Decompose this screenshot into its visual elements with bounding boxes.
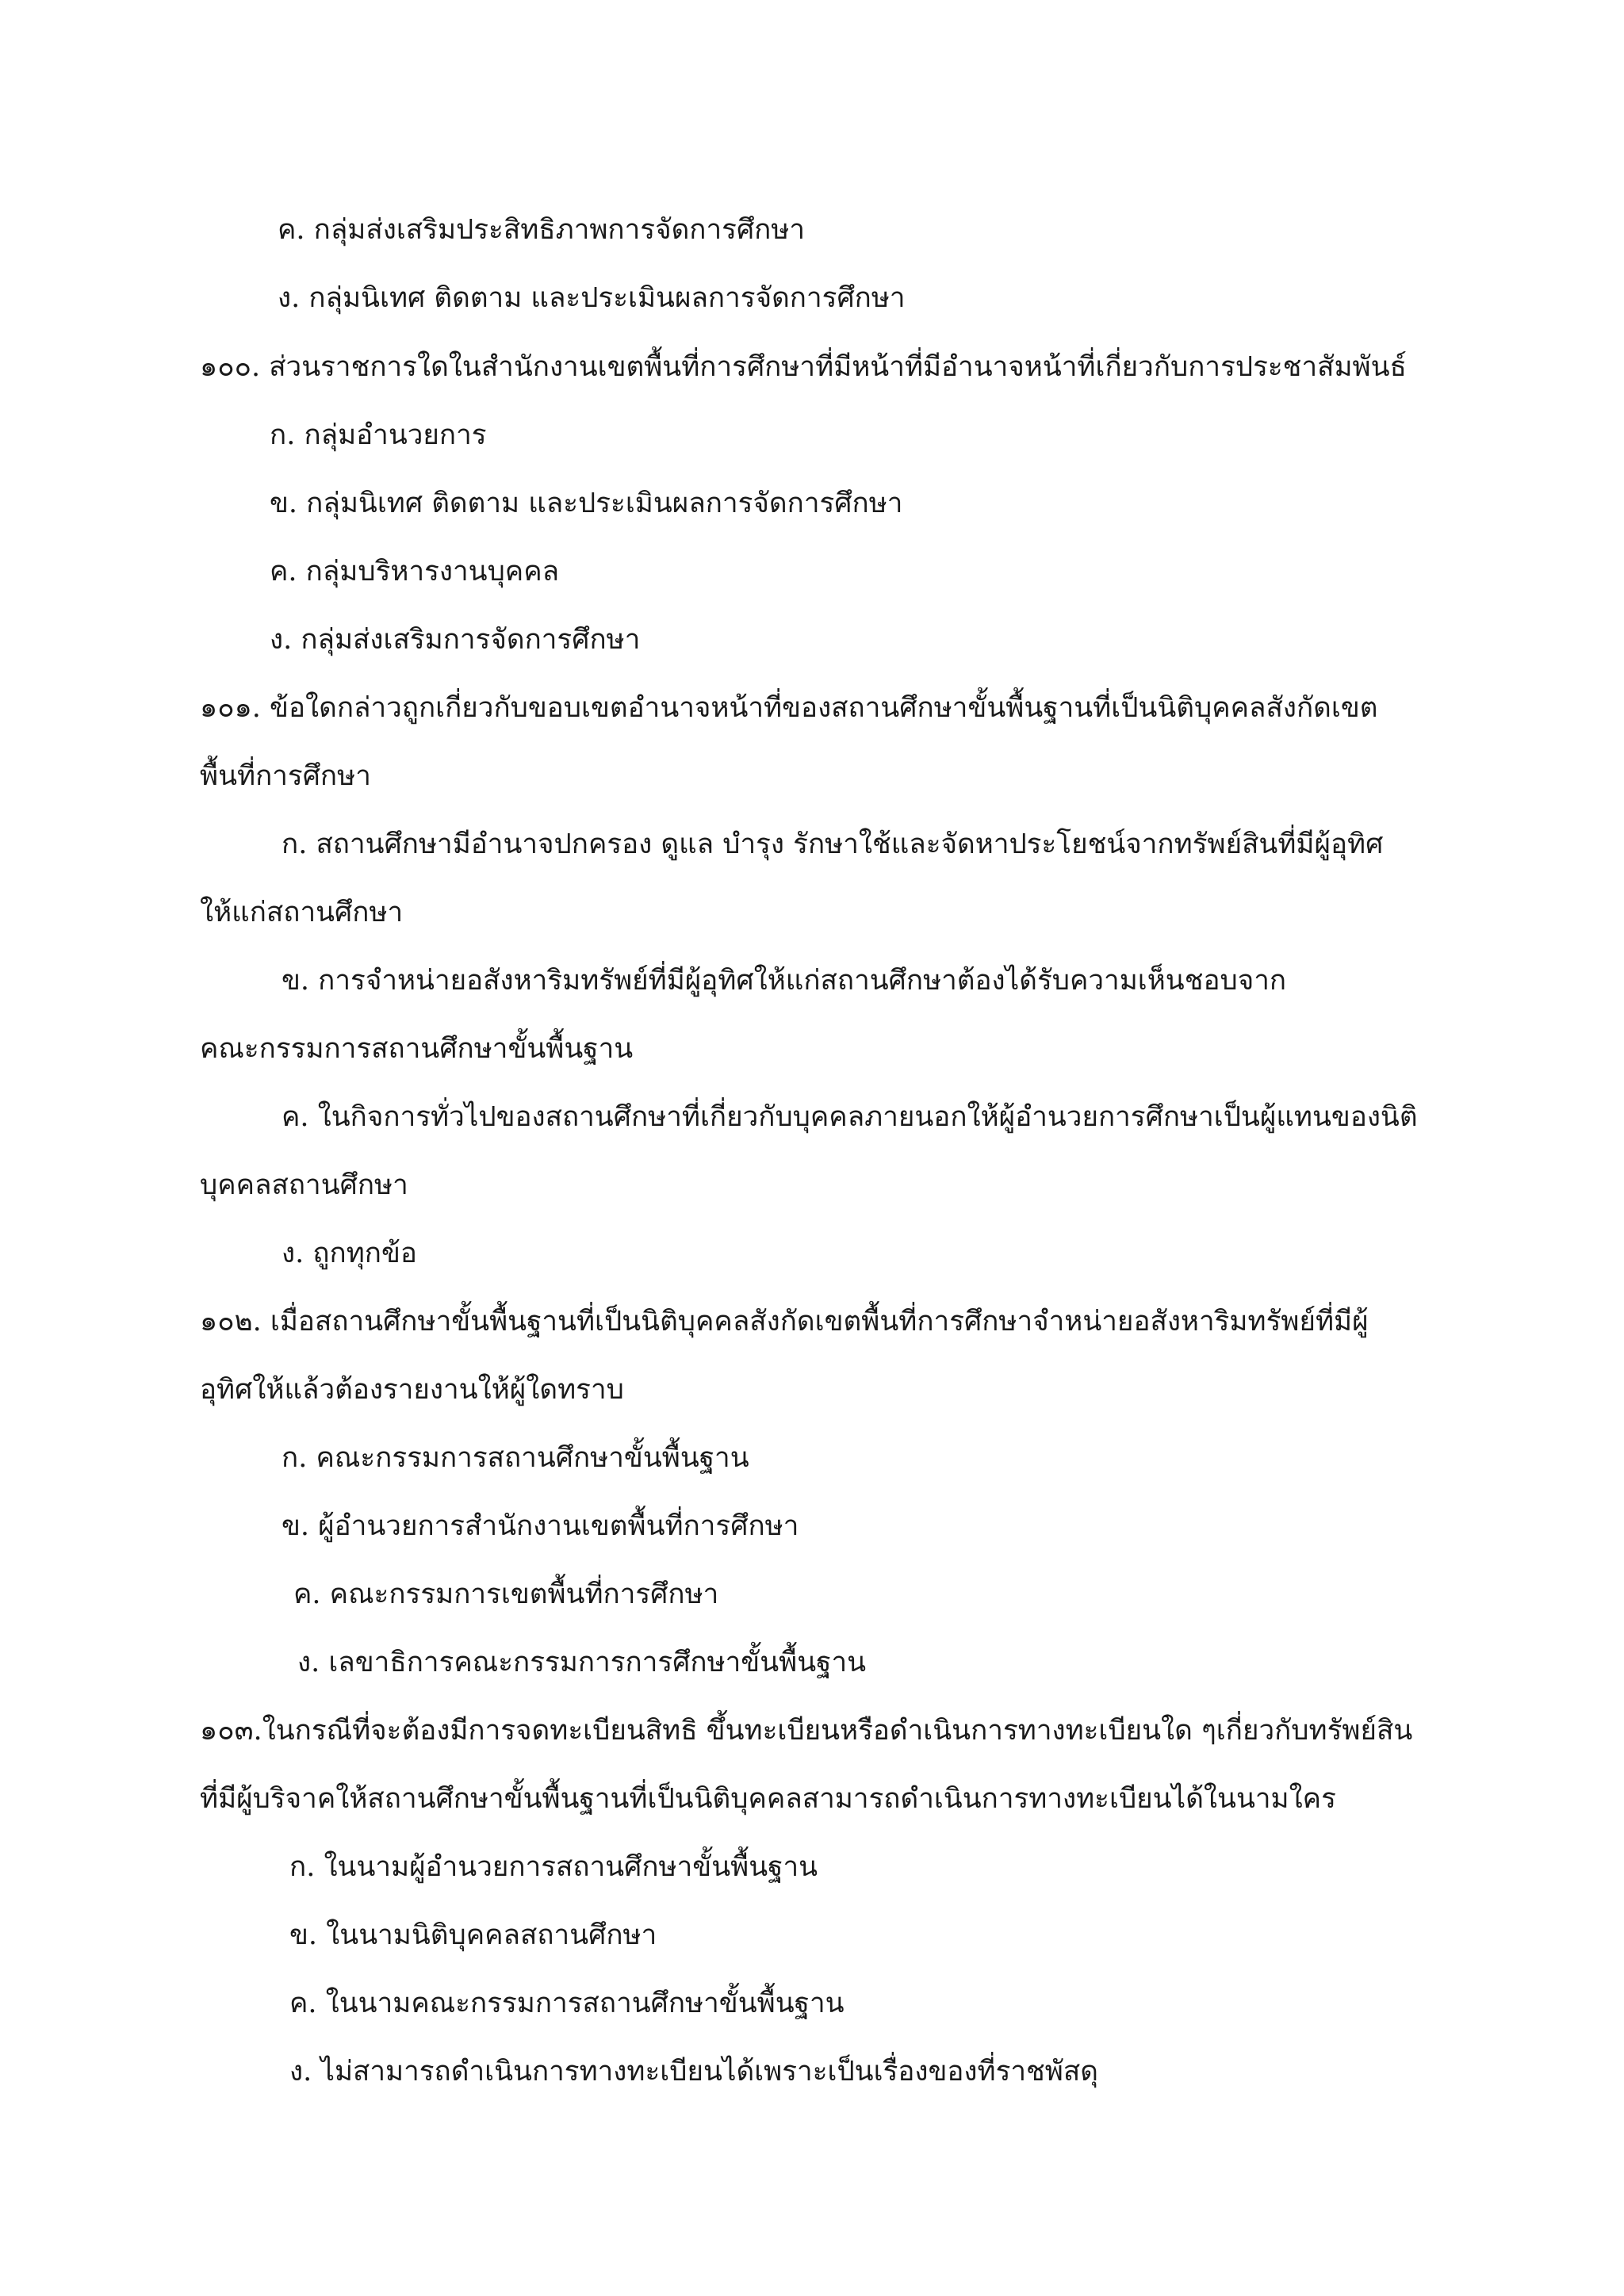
q101-option-a-line1: ก. สถานศึกษามีอำนาจปกครอง ดูแล บำรุง รักษาใช้และจัดหาประโยชน์จากทรัพย์สินที่มีผู้อุทิศ	[282, 828, 1384, 860]
q102-option-b: ข. ผู้อำนวยการสำนักงานเขตพื้นที่การศึกษา	[282, 1510, 799, 1542]
q101-question-line1: ๑๐๑. ข้อใดกล่าวถูกเกี่ยวกับขอบเขตอำนาจหน้าที่ของสถานศึกษาขั้นพื้นฐานที่เป็นนิติบุคคลสังกัดเขต	[200, 692, 1378, 724]
q101-option-a-line2: ให้แก่สถานศึกษา	[200, 897, 404, 928]
q102-option-c: ค. คณะกรรมการเขตพื้นที่การศึกษา	[293, 1578, 719, 1610]
q101-option-b-line1: ข. การจำหน่ายอสังหาริมทรัพย์ที่มีผู้อุทิศให้แก่สถานศึกษาต้องได้รับความเห็นชอบจาก	[282, 965, 1287, 997]
q103-option-b: ข. ในนามนิติบุคคลสถานศึกษา	[289, 1919, 657, 1951]
q100-option-c: ค. กลุ่มบริหารงานบุคคล	[270, 556, 560, 587]
q100-option-b: ข. กลุ่มนิเทศ ติดตาม และประเมินผลการจัดการศึกษา	[270, 488, 903, 519]
q101-option-c-line1: ค. ในกิจการทั่วไปของสถานศึกษาที่เกี่ยวกับบุคคลภายนอกให้ผู้อำนวยการศึกษาเป็นผู้แทนของนิติ	[282, 1101, 1418, 1133]
q101-option-b-line2: คณะกรรมการสถานศึกษาขั้นพื้นฐาน	[200, 1033, 634, 1065]
q102-question-line1: ๑๐๒. เมื่อสถานศึกษาขั้นพื้นฐานที่เป็นนิติบุคคลสังกัดเขตพื้นที่การศึกษาจำหน่ายอสังหาริมทรัพย์ที่มีผู้	[200, 1306, 1369, 1337]
q103-question-line1: ๑๐๓.ในกรณีที่จะต้องมีการจดทะเบียนสิทธิ ขึ้นทะเบียนหรือดำเนินการทางทะเบียนใด ๆเกี่ยวกับทรัพย์สิน	[200, 1715, 1413, 1747]
q102-option-a: ก. คณะกรรมการสถานศึกษาขั้นพื้นฐาน	[282, 1442, 749, 1474]
q99-option-c: ค. กลุ่มส่งเสริมประสิทธิภาพการจัดการศึกษา	[278, 214, 806, 246]
q102-question-line2: อุทิศให้แล้วต้องรายงานให้ผู้ใดทราบ	[200, 1374, 624, 1406]
q103-option-a: ก. ในนามผู้อำนวยการสถานศึกษาขั้นพื้นฐาน	[289, 1851, 818, 1883]
q101-question-line2: พื้นที่การศึกษา	[200, 760, 371, 792]
q100-question: ๑๐๐. ส่วนราชการใดในสำนักงานเขตพื้นที่การศึกษาที่มีหน้าที่มีอำนาจหน้าที่เกี่ยวกับการประชาสัมพันธ์	[200, 351, 1407, 383]
q99-option-d: ง. กลุ่มนิเทศ ติดตาม และประเมินผลการจัดการศึกษา	[278, 282, 906, 314]
q103-option-c: ค. ในนามคณะกรรมการสถานศึกษาขั้นพื้นฐาน	[289, 1988, 845, 2019]
q101-option-d: ง. ถูกทุกข้อ	[282, 1238, 417, 1269]
q101-option-c-line2: บุคคลสถานศึกษา	[200, 1169, 408, 1201]
q102-option-d: ง. เลขาธิการคณะกรรมการการศึกษาขั้นพื้นฐาน	[297, 1647, 867, 1678]
q103-question-line2: ที่มีผู้บริจาคให้สถานศึกษาขั้นพื้นฐานที่เป็นนิติบุคคลสามารถดำเนินการทางทะเบียนได้ในนามใคร	[200, 1783, 1336, 1815]
q100-option-d: ง. กลุ่มส่งเสริมการจัดการศึกษา	[270, 624, 641, 656]
q103-option-d: ง. ไม่สามารถดำเนินการทางทะเบียนได้เพราะเป็นเรื่องของที่ราชพัสดุ	[289, 2056, 1098, 2087]
q100-option-a: ก. กลุ่มอำนวยการ	[270, 419, 487, 451]
